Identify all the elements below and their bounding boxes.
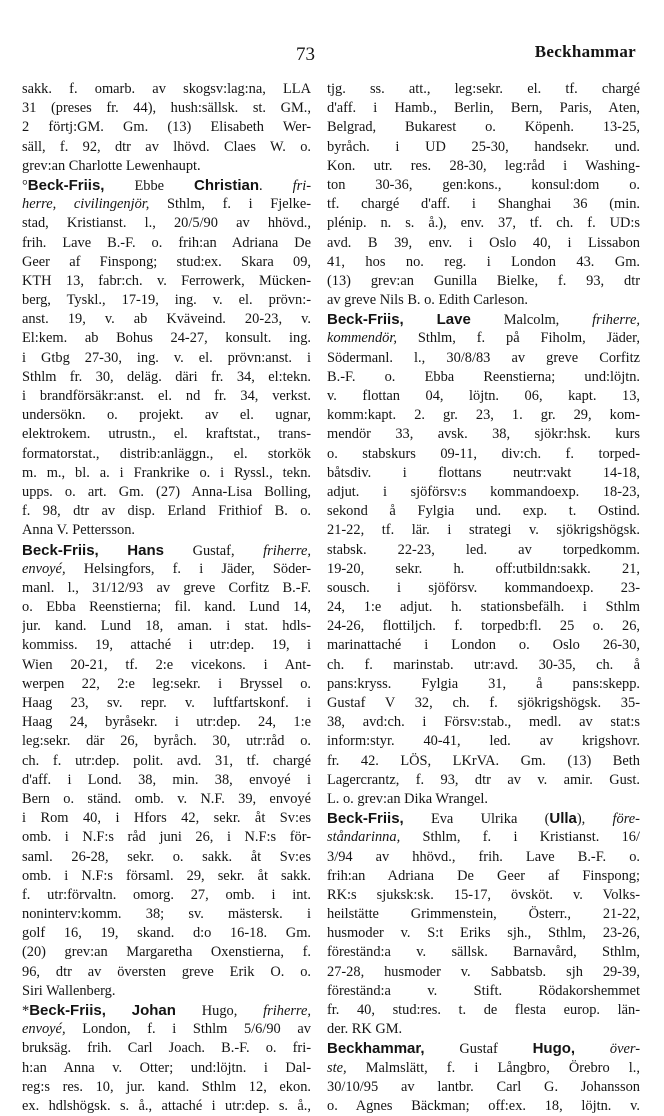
text-run: stad, Kristianst. l., 20/5/90 av hhövd., <box>22 215 311 232</box>
text-run: i Gtbg 27-30, ing. v. el. prövn:anst. i <box>22 349 311 366</box>
text-line <box>327 713 640 732</box>
text-run: 96, dtr av översten greve Erik O. o. <box>22 963 311 980</box>
text-line <box>22 329 311 348</box>
italic-title: envoyé, <box>22 1021 66 1038</box>
text-line <box>327 234 640 253</box>
text-line <box>22 752 311 771</box>
italic-title: ste, <box>327 1059 347 1076</box>
text-line <box>22 636 311 655</box>
text-run: 3/94 av hhövd., frih. Lave B.-F. o. <box>327 848 640 865</box>
text-line <box>22 617 311 636</box>
text-run: d'aff. i Lond. 38, min. 38, envoyé i <box>22 771 311 788</box>
text-line <box>22 963 311 982</box>
text-run: (13) grev:an Gunilla Bielke, f. 93, dtr <box>327 272 640 289</box>
entry-surname: Beck-Friis, <box>22 541 99 559</box>
text-run: h:an Anna v. Otter; und:löjtn. i Dal- <box>22 1059 311 1076</box>
text-line <box>22 291 311 310</box>
text-line <box>327 291 640 310</box>
text-line <box>22 138 311 157</box>
text-run: 24-26, flottiljch. f. torpedb:fl. 25 o. 26, <box>327 618 640 635</box>
right-column <box>327 80 640 1116</box>
text-run: f. 98, dtr av disp. Erland Frithiof B. o. <box>22 503 311 520</box>
text-run: sousch. i sjöförsv. kommandoexp. 23- <box>327 579 640 596</box>
text-run: leg:sekr. där 26, byråch. 30, utr:råd o. <box>22 733 311 750</box>
text-line <box>22 387 311 406</box>
text-line <box>22 195 311 214</box>
text-line <box>22 675 311 694</box>
text-run: Belgrad, Bukarest o. Köpenh. 13-25, <box>327 119 640 136</box>
text-line <box>22 732 311 751</box>
text-line <box>327 80 640 99</box>
text-run: heilstätte Grimmenstein, Österr., 21-22, <box>327 906 640 923</box>
text-run: d'aff. i Hamb., Berlin, Bern, Paris, Aten, <box>327 100 640 117</box>
text-run: m. m., bl. a. i Frankrike o. i Ryssl., tekn. <box>22 464 311 481</box>
text-line <box>327 1020 640 1039</box>
text-run: 2 förtj:GM. Gm. (13) Elisabeth Wer- <box>22 119 311 136</box>
text-run: Malcolm, <box>470 312 593 329</box>
text-run: ch. f. utr:dep. polit. avd. 31, tf. chargé <box>22 752 311 769</box>
text-run: ex. hdlshögsk. s. å., attaché i utr:dep. s. å., <box>22 1097 311 1114</box>
text-line <box>327 867 640 886</box>
text-line <box>327 425 640 444</box>
text-line <box>327 732 640 751</box>
text-run: Gustaf <box>424 1041 533 1058</box>
italic-title: herre, civilingenjör, <box>22 196 150 213</box>
text-run: i brandförsäkr:anst. el. nd fr. 34, verkst. <box>22 388 311 404</box>
text-line <box>22 483 311 502</box>
text-line <box>327 656 640 675</box>
text-run: 21-22, tf. lär. i strategi v. sjökrigshögsk. <box>327 522 640 539</box>
text-run: tf. chargé d'aff. i Shanghai 36 (min. <box>327 196 640 213</box>
text-run: 38, avd:ch. i Försv:stab., medl. av stat:s <box>327 714 640 731</box>
text-line <box>22 713 311 732</box>
text-line <box>327 118 640 137</box>
text-line <box>22 214 311 233</box>
text-run: Sthlm, f. i Fjelke- <box>149 196 311 213</box>
text-run: undersökn. o. projekt. av el. ugnar, <box>22 407 311 424</box>
entry-given-name: Ulla <box>549 810 577 828</box>
text-run: Eva Ulrika ( <box>403 811 550 828</box>
text-line <box>327 675 640 694</box>
text-run <box>106 1003 132 1019</box>
text-run: Kon. utr. res. 28-30, leg:råd i Washing- <box>327 157 640 174</box>
text-run: av greve Nils B. o. Edith Carleson. <box>327 292 529 309</box>
text-line <box>327 329 640 348</box>
text-line <box>22 848 311 867</box>
text-run: . <box>259 177 293 194</box>
text-line <box>327 617 640 636</box>
text-run: frih:an Adriana De Geer af Finspong; <box>327 867 640 884</box>
text-line <box>22 445 311 464</box>
text-run: kommiss. 19, attaché i utr:dep. 19, i <box>22 637 311 654</box>
text-run: RK:s sjuksk:sk. 15-17, övsköt. v. Volks- <box>327 886 640 903</box>
text-line <box>327 694 640 713</box>
text-line <box>22 253 311 272</box>
text-line <box>22 310 311 329</box>
italic-title: kommendör, <box>327 330 397 347</box>
text-line <box>22 886 311 905</box>
text-run: Hugo, <box>175 1003 264 1019</box>
text-line <box>327 541 640 560</box>
text-run: husmoder v. S:t Eriks sjh., Sthlm, 23-26, <box>327 925 640 942</box>
text-run: manl. l., 31/12/93 av greve Corfitz B.-F. <box>22 579 311 596</box>
text-line <box>22 406 311 425</box>
text-run: sekond å Fylgia und. exp. t. Ostind. <box>327 503 640 520</box>
text-line <box>22 809 311 828</box>
text-run: Sthlm, f. på Fiholm, Jäder, <box>396 330 640 347</box>
text-line <box>327 464 640 483</box>
text-run: omb. i N.F:s råd juni 26, i N.F:s för- <box>22 829 311 846</box>
text-line <box>327 1001 640 1020</box>
page-header <box>0 42 664 66</box>
text-run: föreständ:a v. sällsk. Barnavård, Sthlm, <box>327 944 640 961</box>
text-run: inform:styr. 40-41, led. av krigshovr. <box>327 733 640 750</box>
text-run: El:kem. ab Bohus 24-27, konsult. ing. <box>22 330 311 347</box>
text-run: Haag 23, sv. repr. v. luftfartskonf. i <box>22 695 311 711</box>
running-head: Beckhammar <box>534 42 636 61</box>
text-line <box>22 943 311 962</box>
text-run: fr. 42. LÖS, LKrVA. Gm. (13) Beth <box>327 752 640 769</box>
text-line <box>327 636 640 655</box>
text-run: bruksäg. frih. Carl Joach. B.-F. o. fri- <box>22 1040 311 1057</box>
text-run: ton 30-36, gen:kons., konsul:dom o. <box>327 176 640 193</box>
text-run: Helsingfors, f. i Jäder, Söder- <box>65 560 311 577</box>
text-line <box>22 176 311 195</box>
text-line <box>327 99 640 118</box>
text-line <box>327 771 640 790</box>
text-line <box>327 579 640 598</box>
text-line <box>22 1059 311 1078</box>
text-run: båtsdiv. i flottans neutr:vakt 14-18, <box>327 464 640 481</box>
text-line <box>327 886 640 905</box>
text-run <box>575 1041 610 1057</box>
text-line <box>22 502 311 521</box>
text-run: o. stabskurs 09-11, div:ch. f. torped- <box>327 445 640 462</box>
text-run: Bern o. ständ. omb. v. N.F. 39, envoyé <box>22 790 311 807</box>
text-line <box>327 157 640 176</box>
text-line <box>22 1097 311 1116</box>
text-run: berg, Tyskl., 17-19, ing. v. el. prövn:- <box>22 292 311 309</box>
text-run: Malmslätt, f. i Långbro, Örebro l., <box>346 1059 640 1076</box>
text-run: fr. 40, stud:res. t. de flesta europ. län- <box>327 1002 640 1018</box>
text-line <box>22 541 311 560</box>
text-line <box>327 445 640 464</box>
text-line <box>22 598 311 617</box>
text-line <box>22 867 311 886</box>
text-run: Siri Wallenberg. <box>22 982 116 999</box>
text-line <box>22 828 311 847</box>
text-run: i Rom 40, i Hfors 42, sekr. åt Sv:es <box>22 810 311 827</box>
text-line <box>22 694 311 713</box>
text-run: 27-28, husmoder v. Sabbatsb. sjh 29-39, <box>327 963 640 980</box>
text-run: London, f. i Sthlm 5/6/90 av <box>65 1021 311 1038</box>
text-line <box>22 1001 311 1020</box>
text-run: * <box>22 1003 30 1019</box>
text-run: tjg. ss. att., leg:sekr. el. tf. chargé <box>327 81 640 97</box>
text-run: Anna V. Pettersson. <box>22 522 135 539</box>
text-line <box>22 1039 311 1058</box>
text-line <box>327 387 640 406</box>
text-line <box>327 924 640 943</box>
text-run: Geer af Finspong; stud:ex. Skara 09, <box>22 253 311 270</box>
text-run: Lagercrantz, f. 93, dtr av v. amir. Gust. <box>327 771 640 788</box>
text-run: formatorstat., distrib:anläggn., el. storkök <box>22 445 311 462</box>
text-run: KTH 13, fabr:ch. v. Ferrowerk, Mücken- <box>22 272 311 289</box>
text-run: 41, hos no. reg. i London 43. Gm. <box>327 253 640 270</box>
text-run: Gustaf, <box>163 542 264 559</box>
italic-title: före- <box>612 811 640 828</box>
text-line <box>22 234 311 253</box>
text-run: Haag 24, byråsekr. i utr:dep. 24, 1:e <box>22 714 311 731</box>
text-run: Södermanl. l., 30/8/83 av greve Corfitz <box>327 349 640 366</box>
italic-title: envoyé, <box>22 560 66 577</box>
text-line <box>327 138 640 157</box>
text-run: (20) grev:an Margaretha Oxenstierna, f. <box>22 944 311 961</box>
text-run <box>99 543 128 559</box>
text-run: plénip. n. s. å.), env. 37, tf. ch. f. UD:s <box>327 215 640 232</box>
italic-title: ståndarinna, <box>327 829 401 846</box>
text-run: jur. kand. Lund 18, aman. i stat. hdls- <box>22 618 311 635</box>
text-run: omb. i N.F:s församl. 29, sekr. åt sakk. <box>22 867 311 884</box>
text-run: anst. 19, v. ab Kväveind. 20-23, v. <box>22 311 311 328</box>
text-line <box>327 349 640 368</box>
text-run: stabsk. 22-23, led. av torpedkomm. <box>327 541 640 558</box>
text-line <box>327 272 640 291</box>
text-run: golf 16, 19, skand. d:o 16-18. Gm. <box>22 925 311 942</box>
text-run: 30/10/95 av lantbr. Carl G. Johansson <box>327 1078 640 1095</box>
text-line <box>22 924 311 943</box>
text-line <box>22 157 311 176</box>
text-line <box>327 790 640 809</box>
text-run: pans:kryss. Fylgia 31, å pans:skepp. <box>327 675 640 692</box>
entry-surname: Beck-Friis, <box>327 810 404 828</box>
text-run: der. RK GM. <box>327 1021 403 1038</box>
text-line <box>22 905 311 924</box>
text-line <box>22 1078 311 1097</box>
entry-surname: Beckhammar, <box>327 1040 425 1058</box>
text-run: avd. B 39, env. i Oslo 40, i Lissabon <box>327 234 640 251</box>
text-line <box>22 99 311 118</box>
text-run: sakk. f. omarb. av skogsv:lag:na, LLA <box>22 81 311 97</box>
text-line <box>327 176 640 195</box>
text-run: byråch. i UD 25-30, handsekr. und. <box>327 138 640 155</box>
text-run: 24, 1:e adjut. h. stationsbefälh. i Sthlm <box>327 599 640 616</box>
text-line <box>327 905 640 924</box>
text-line <box>327 214 640 233</box>
text-run: upps. o. art. Gm. (27) Anna-Lisa Bolling, <box>22 483 311 500</box>
entry-surname: Beck-Friis, <box>327 311 404 329</box>
text-run: ), <box>576 811 613 828</box>
text-line <box>327 406 640 425</box>
text-run: frih. Lave B.-F. o. frih:an Adriana De <box>22 234 311 251</box>
text-line <box>22 425 311 444</box>
text-run: Gustaf V 32, ch. f. sjökrigshögsk. 35- <box>327 695 640 711</box>
entry-given-name: Hugo, <box>532 1040 576 1058</box>
text-run: adjut. i sjöförsv:s kommandoexp. 18-23, <box>327 483 640 500</box>
text-run: Ebbe <box>104 177 195 194</box>
text-line <box>327 502 640 521</box>
text-line <box>327 253 640 272</box>
italic-title: friherre, <box>263 542 311 559</box>
text-line <box>22 80 311 99</box>
text-line <box>327 943 640 962</box>
text-line <box>22 771 311 790</box>
text-line <box>327 752 640 771</box>
text-run <box>404 312 437 328</box>
text-line <box>327 1078 640 1097</box>
text-line <box>327 368 640 387</box>
text-line <box>327 310 640 329</box>
text-line <box>327 1097 640 1116</box>
text-line <box>22 560 311 579</box>
left-column <box>22 80 311 1116</box>
text-run: komm:kapt. 2. gr. 23, 1. gr. 29, kom- <box>327 407 640 424</box>
text-line <box>22 349 311 368</box>
page-number: 73 <box>296 44 315 65</box>
text-run: mendör 33, avsk. 38, sjökr:hsk. kurs <box>327 426 640 443</box>
text-run: o. Ebba Reenstierna; fil. kand. Lund 14, <box>22 599 311 616</box>
text-line <box>22 656 311 675</box>
text-run: Wien 20-21, tf. 2:e vicekons. i Ant- <box>22 656 311 673</box>
text-run: ° <box>22 177 28 194</box>
text-line <box>327 521 640 540</box>
text-run: noninterv:komm. 38; sv. mästersk. i <box>22 906 311 923</box>
entry-given-name: Lave <box>436 311 471 329</box>
text-run: v. flottan 04, löjtn. 06, kapt. 13, <box>327 388 640 404</box>
text-line <box>327 828 640 847</box>
text-line <box>22 118 311 137</box>
text-run: 19-20, sekr. h. off:utbildn:sakk. 21, <box>327 560 640 577</box>
text-line <box>327 809 640 828</box>
entry-given-name: Hans <box>127 541 164 559</box>
text-line <box>22 521 311 540</box>
text-line <box>327 1059 640 1078</box>
text-line <box>22 579 311 598</box>
text-run: 31 (preses fr. 44), hush:sällsk. st. GM., <box>22 100 311 117</box>
text-run: grev:an Charlotte Lewenhaupt. <box>22 157 201 174</box>
italic-title: över- <box>609 1041 640 1058</box>
text-run: f. utr:förvaltn. omorg. 27, omb. i int. <box>22 886 311 903</box>
text-run: elektrokem. utrustn., el. kraftstat., trans- <box>22 426 311 443</box>
text-line <box>22 368 311 387</box>
text-line <box>22 982 311 1001</box>
text-line <box>22 272 311 291</box>
text-run: säll, f. 92, dtr av lhövd. Claes W. o. <box>22 138 311 155</box>
text-line <box>327 982 640 1001</box>
text-line <box>327 598 640 617</box>
text-line <box>22 790 311 809</box>
text-run: o. Agnes Bäckman; off:ex. 18, löjtn. v. <box>327 1097 640 1114</box>
entry-given-name: Johan <box>131 1002 176 1019</box>
italic-title: fri- <box>292 177 311 194</box>
entry-surname: Beck-Friis, <box>29 1002 106 1019</box>
text-run: werpen 22, 2:e leg:sekr. i Bryssel o. <box>22 675 311 692</box>
text-run: föreständ:a v. Stift. Rödakorshemmet <box>327 982 640 999</box>
text-run: reg:s res. 10, jur. kand. Sthlm 12, ekon. <box>22 1078 311 1095</box>
text-run: B.-F. o. Ebba Reenstierna; und:löjtn. <box>327 368 640 385</box>
text-run: ch. f. marinstab. utr:avd. 30-35, ch. å <box>327 656 640 673</box>
text-run: saml. 26-28, sekr. o. sakk. åt Sv:es <box>22 848 311 865</box>
text-run: L. o. grev:an Dika Wrangel. <box>327 790 488 807</box>
entry-surname: Beck-Friis, <box>27 176 105 194</box>
text-line <box>327 483 640 502</box>
text-line <box>327 560 640 579</box>
text-line <box>22 464 311 483</box>
text-line <box>327 195 640 214</box>
text-line <box>327 1039 640 1058</box>
italic-title: friherre, <box>263 1003 311 1019</box>
italic-title: friherre, <box>592 312 640 329</box>
text-line <box>327 848 640 867</box>
text-run: Sthlm, f. i Kristianst. 16/ <box>400 829 640 846</box>
text-run: Sthlm fr. 30, deläg. däri fr. 34, el:tekn. <box>22 368 311 385</box>
text-run: marinattaché i London o. Oslo 26-30, <box>327 637 640 654</box>
text-line <box>327 963 640 982</box>
text-line <box>22 1020 311 1039</box>
entry-given-name: Christian <box>194 176 260 194</box>
